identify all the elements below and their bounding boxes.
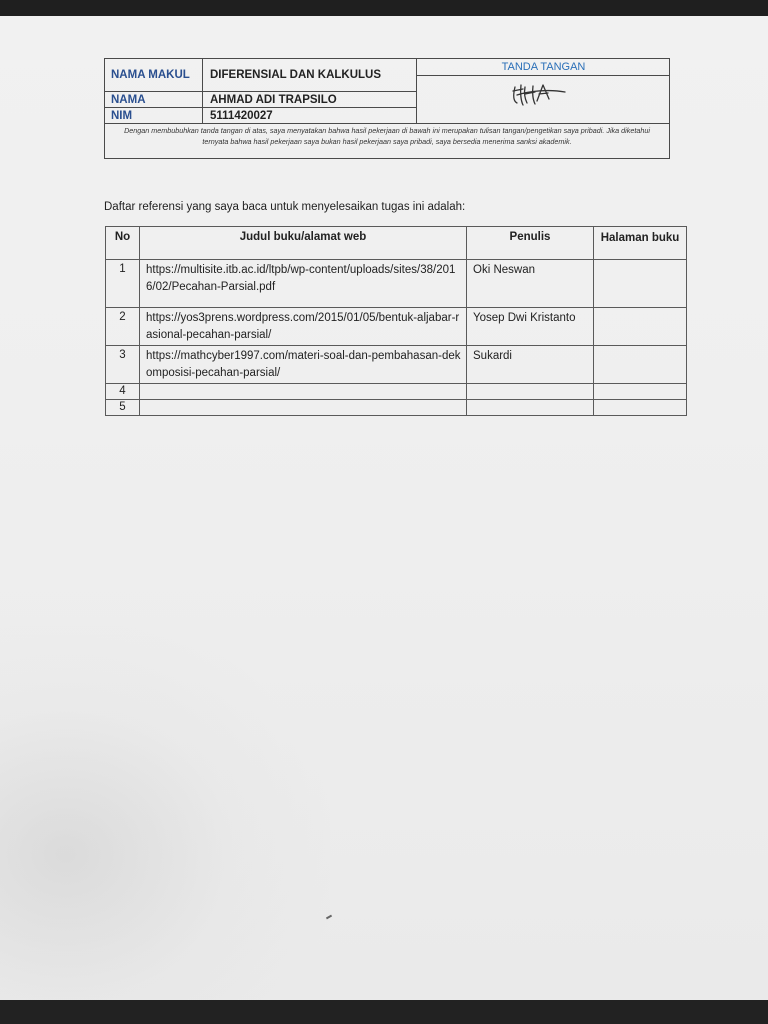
row-number: 2 (106, 308, 140, 346)
table-row (106, 400, 687, 416)
header-page-label: Halaman buku (600, 232, 680, 244)
row-title: https://multisite.itb.ac.id/ltpb/wp-content/uploads/sites/38/2016/02/Pecahan-Parsial.pdf (140, 260, 467, 308)
header-author: Penulis (467, 227, 594, 260)
row-title: https://mathcyber1997.com/materi-soal-dan-pembahasan-dekomposisi-pecahan-parsial/ (140, 346, 467, 384)
table-row (106, 346, 687, 384)
handwritten-signature (509, 81, 569, 107)
page-shadow (0, 626, 330, 1006)
row-title (140, 400, 467, 416)
row-author (467, 384, 594, 400)
row-page (594, 260, 687, 308)
table-header-row (106, 227, 687, 260)
row-author (467, 400, 594, 416)
header-title: Judul buku/alamat web (140, 227, 467, 260)
name-value: AHMAD ADI TRAPSILO (210, 93, 337, 106)
row-title: https://yos3prens.wordpress.com/2015/01/05/bentuk-aljabar-rasional-pecahan-parsial/ (140, 308, 467, 346)
nim-label: NIM (105, 108, 203, 123)
row-number: 4 (106, 384, 140, 400)
course-value: DIFERENSIAL DAN KALKULUS (210, 69, 382, 81)
references-intro: Daftar referensi yang saya baca untuk menyelesaikan tugas ini adalah: (104, 201, 466, 213)
signature-label: TANDA TANGAN (417, 59, 670, 76)
row-page (594, 384, 687, 400)
header-no: No (106, 227, 140, 260)
row-author: Yosep Dwi Kristanto (467, 308, 594, 346)
name-label: NAMA (105, 92, 203, 107)
disclaimer-text: Dengan membubuhkan tanda tangan di atas, saya menyatakan bahwa hasil pekerjaan di bawah ini merupakan tulisan tangan/pengetikan saya pribadi. Jika diketahui ternyata bahwa hasil pekerjaan saya bukan hasil pekerjaan saya pribadi, saya bersedia menerima sanksi akademik. (124, 126, 650, 146)
row-page (594, 400, 687, 416)
row-page (594, 346, 687, 384)
background-edge (0, 1000, 768, 1024)
row-author: Sukardi (467, 346, 594, 384)
course-label: NAMA MAKUL (105, 59, 203, 91)
row-author: Oki Neswan (467, 260, 594, 308)
name-row (105, 92, 416, 108)
nim-value: 5111420027 (210, 109, 273, 122)
nim-row (105, 108, 416, 124)
header-page (594, 227, 687, 260)
row-number: 5 (106, 400, 140, 416)
table-row (106, 308, 687, 346)
row-number: 1 (106, 260, 140, 308)
row-title (140, 384, 467, 400)
table-row (106, 384, 687, 400)
references-table (105, 226, 687, 416)
row-number: 3 (106, 346, 140, 384)
row-page (594, 308, 687, 346)
document-page (0, 16, 768, 1006)
course-row (105, 59, 416, 92)
identity-table (104, 58, 670, 159)
table-row (106, 260, 687, 308)
signature-box (416, 59, 670, 124)
